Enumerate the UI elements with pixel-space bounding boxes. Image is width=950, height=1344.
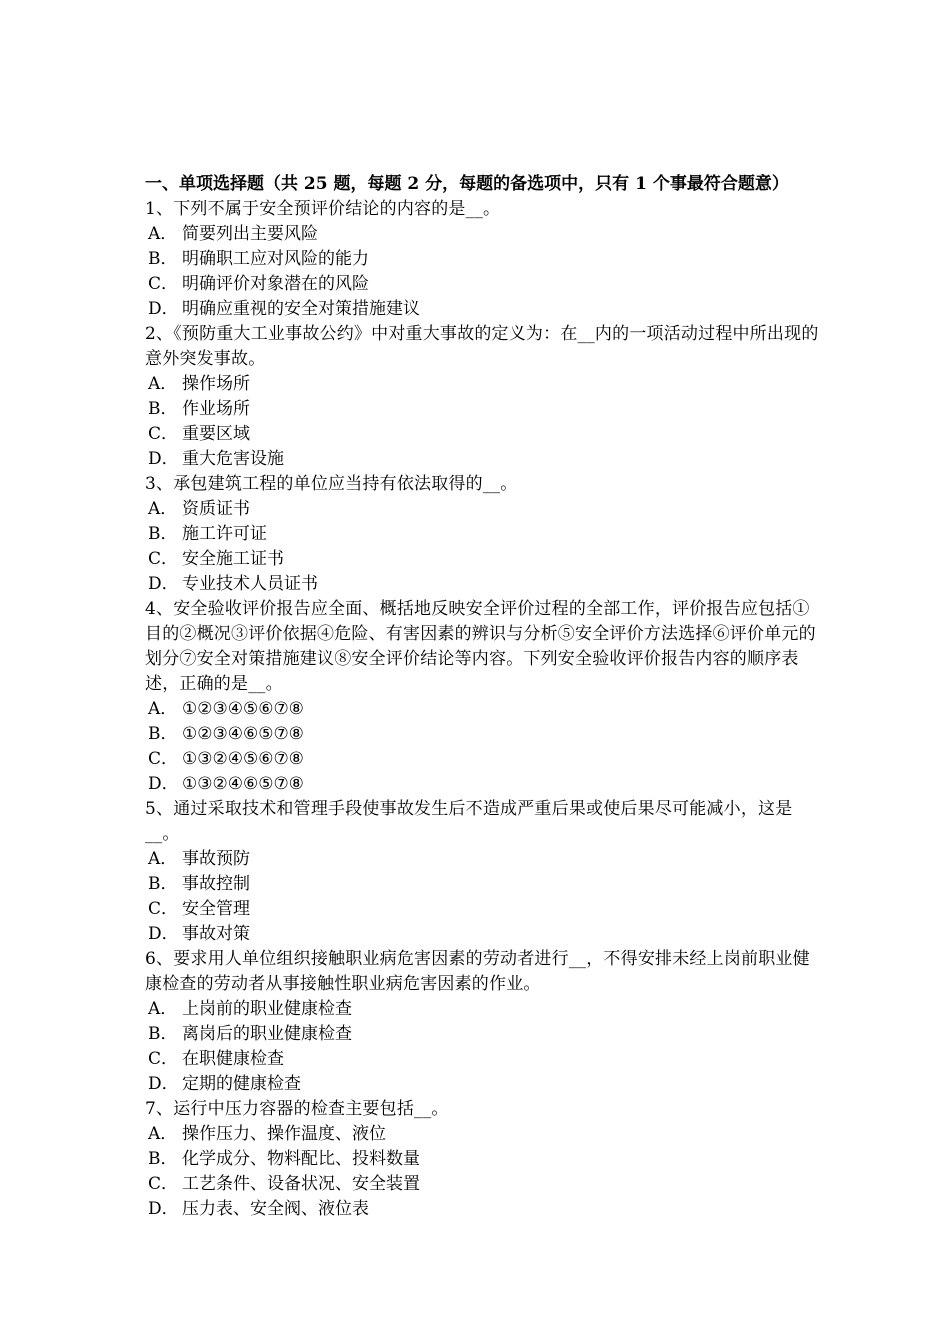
option-letter: A．	[148, 1124, 178, 1144]
option-text: 离岗后的职业健康检查	[182, 1024, 352, 1044]
option-text: ①③②④⑥⑤⑦⑧	[182, 774, 304, 794]
option-text: 操作场所	[182, 374, 250, 394]
option-letter: D．	[148, 1199, 179, 1219]
option-letter: A．	[148, 374, 178, 394]
question-stem: 4、安全验收评价报告应全面、概括地反映安全评价过程的全部工作，评价报告应包括①目的②概况③评价依据④危险、有害因素的辨识与分析⑤安全评价方法选择⑥评价单元的划分⑦安全对策措施建议⑧安全评价结论等内容。下列安全验收评价报告内容的顺序表述，正确的是__。	[145, 599, 816, 694]
option-text: 明确应重视的安全对策措施建议	[182, 299, 420, 319]
option-letter: D．	[148, 924, 179, 944]
option-text: 定期的健康检查	[182, 1074, 301, 1094]
question-4	[145, 597, 820, 797]
option-text: 作业场所	[182, 399, 250, 419]
option-letter: C．	[148, 749, 179, 769]
option-letter: C．	[148, 1049, 179, 1069]
question-list	[145, 197, 820, 1222]
question-stem: 7、运行中压力容器的检查主要包括__。	[145, 1099, 449, 1119]
option-letter: B．	[148, 249, 178, 269]
answer-option	[145, 522, 820, 547]
answer-option	[145, 447, 820, 472]
answer-option	[145, 297, 820, 322]
option-letter: A．	[148, 999, 178, 1019]
question-3	[145, 472, 820, 597]
question-7	[145, 1097, 820, 1222]
question-5	[145, 797, 820, 947]
option-text: 施工许可证	[182, 524, 267, 544]
option-letter: D．	[148, 299, 179, 319]
option-text: 化学成分、物料配比、投料数量	[182, 1149, 420, 1169]
option-letter: D．	[148, 574, 179, 594]
option-letter: B．	[148, 724, 178, 744]
option-text: ①③②④⑤⑥⑦⑧	[182, 749, 304, 769]
answer-option	[145, 722, 820, 747]
answer-option	[145, 1047, 820, 1072]
option-text: 事故预防	[182, 849, 250, 869]
option-text: 专业技术人员证书	[182, 574, 318, 594]
option-letter: B．	[148, 1149, 178, 1169]
answer-option	[145, 397, 820, 422]
option-text: 在职健康检查	[182, 1049, 284, 1069]
answer-option	[145, 897, 820, 922]
option-text: 操作压力、操作温度、液位	[182, 1124, 386, 1144]
answer-option	[145, 572, 820, 597]
answer-option	[145, 1072, 820, 1097]
exam-page	[145, 172, 820, 1222]
section-heading: 一、单项选择题（共 25 题，每题 2 分，每题的备选项中，只有 1 个事最符合题意）	[145, 174, 789, 194]
answer-option	[145, 772, 820, 797]
option-letter: D．	[148, 774, 179, 794]
answer-option	[145, 922, 820, 947]
option-text: 安全管理	[182, 899, 250, 919]
answer-option	[145, 372, 820, 397]
answer-option	[145, 1147, 820, 1172]
option-text: 压力表、安全阀、液位表	[182, 1199, 369, 1219]
question-stem: 2、《预防重大工业事故公约》中对重大事故的定义为：在__内的一项活动过程中所出现的意外突发事故。	[145, 324, 819, 369]
option-letter: B．	[148, 1024, 178, 1044]
question-stem: 3、承包建筑工程的单位应当持有依法取得的__。	[145, 474, 518, 494]
answer-option	[145, 422, 820, 447]
answer-option	[145, 847, 820, 872]
answer-option	[145, 1022, 820, 1047]
option-text: ①②③④⑥⑤⑦⑧	[182, 724, 304, 744]
answer-option	[145, 222, 820, 247]
option-letter: C．	[148, 1174, 179, 1194]
option-letter: B．	[148, 874, 178, 894]
answer-option	[145, 547, 820, 572]
option-letter: A．	[148, 499, 178, 519]
option-text: 明确职工应对风险的能力	[182, 249, 369, 269]
option-letter: A．	[148, 849, 178, 869]
answer-option	[145, 872, 820, 897]
option-text: 工艺条件、设备状况、安全装置	[182, 1174, 420, 1194]
question-1	[145, 197, 820, 322]
answer-option	[145, 697, 820, 722]
option-text: 安全施工证书	[182, 549, 284, 569]
answer-option	[145, 1172, 820, 1197]
question-6	[145, 947, 820, 1097]
option-letter: B．	[148, 399, 178, 419]
question-stem: 6、要求用人单位组织接触职业病危害因素的劳动者进行__，不得安排未经上岗前职业健康检查的劳动者从事接触性职业病危害因素的作业。	[145, 949, 810, 994]
option-text: 简要列出主要风险	[182, 224, 318, 244]
option-text: 重要区域	[182, 424, 250, 444]
option-letter: A．	[148, 224, 178, 244]
option-letter: C．	[148, 424, 179, 444]
answer-option	[145, 747, 820, 772]
answer-option	[145, 1122, 820, 1147]
option-text: ①②③④⑤⑥⑦⑧	[182, 699, 304, 719]
option-text: 明确评价对象潜在的风险	[182, 274, 369, 294]
answer-option	[145, 272, 820, 297]
option-letter: B．	[148, 524, 178, 544]
option-letter: C．	[148, 549, 179, 569]
option-text: 重大危害设施	[182, 449, 284, 469]
option-text: 资质证书	[182, 499, 250, 519]
option-text: 上岗前的职业健康检查	[182, 999, 352, 1019]
answer-option	[145, 247, 820, 272]
question-stem: 5、通过采取技术和管理手段使事故发生后不造成严重后果或使后果尽可能减小，这是__。	[145, 799, 793, 844]
option-letter: C．	[148, 274, 179, 294]
answer-option	[145, 1197, 820, 1222]
answer-option	[145, 497, 820, 522]
question-stem: 1、下列不属于安全预评价结论的内容的是__。	[145, 199, 501, 219]
option-text: 事故控制	[182, 874, 250, 894]
option-letter: D．	[148, 449, 179, 469]
question-2	[145, 322, 820, 472]
option-letter: C．	[148, 899, 179, 919]
answer-option	[145, 997, 820, 1022]
option-letter: D．	[148, 1074, 179, 1094]
option-letter: A．	[148, 699, 178, 719]
option-text: 事故对策	[182, 924, 250, 944]
